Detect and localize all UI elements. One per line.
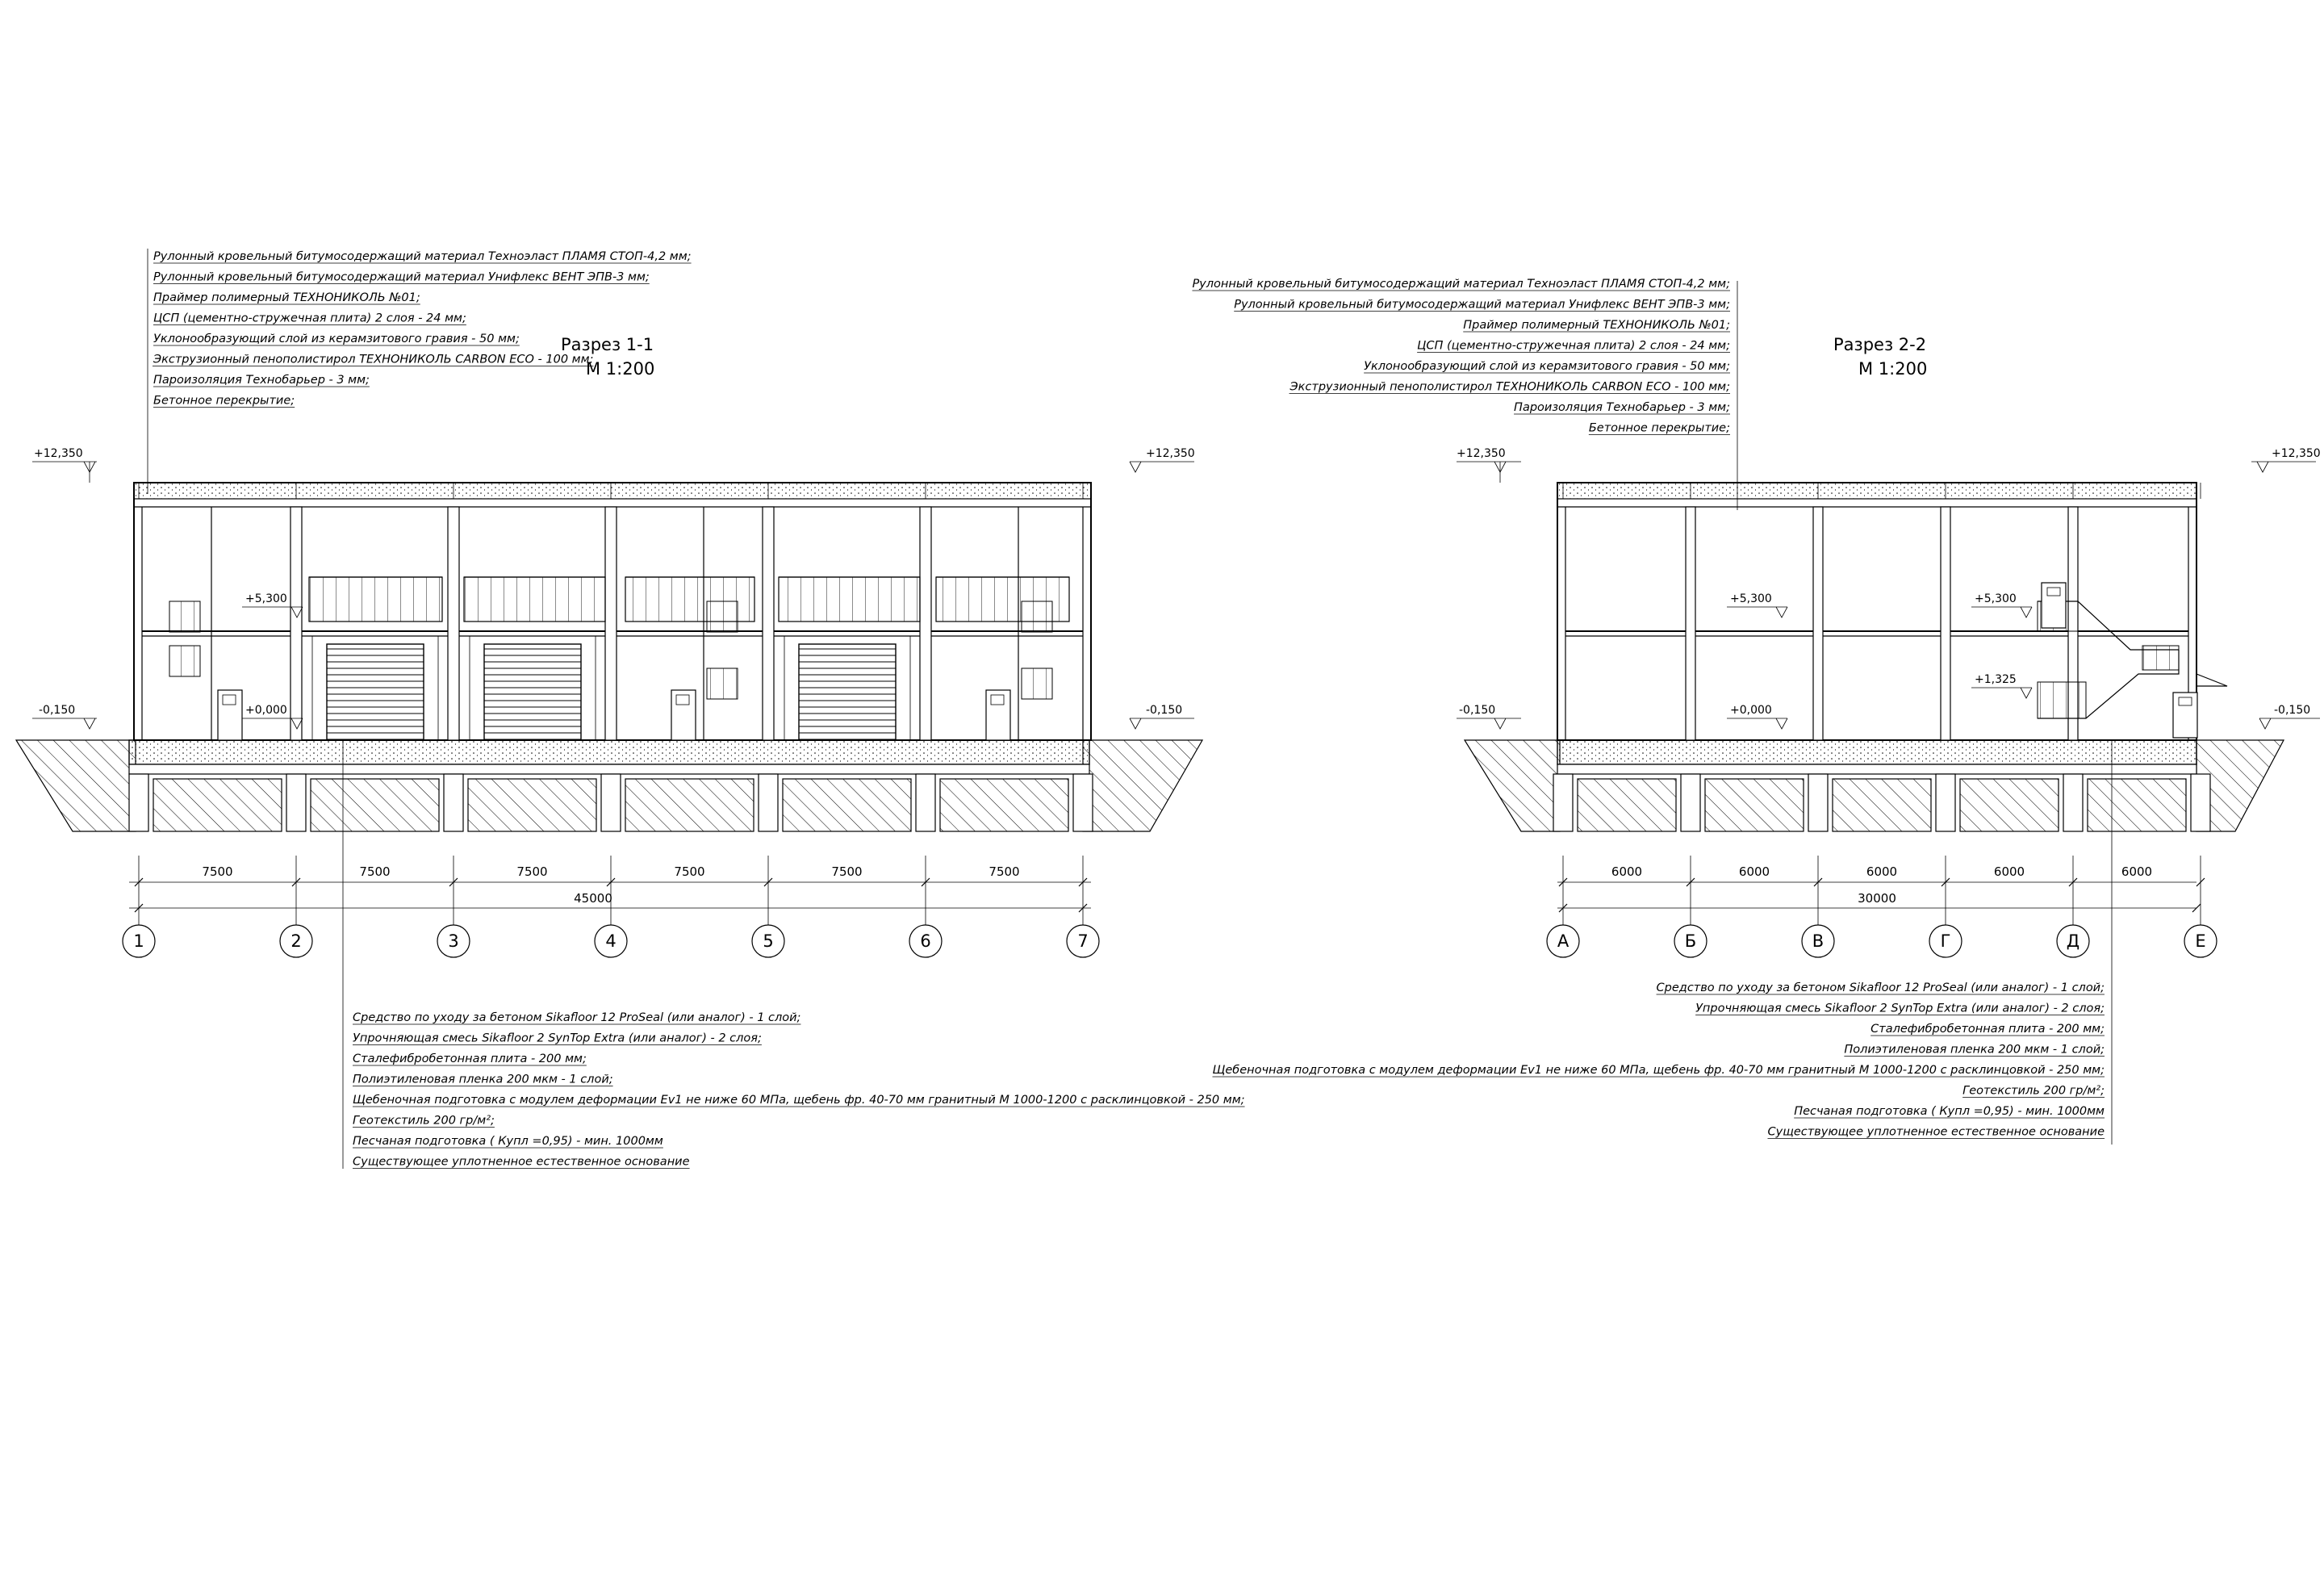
roof-layer-note: Бетонное перекрытие; (153, 394, 295, 408)
span-dimension: 6000 (1611, 864, 1643, 879)
span-dimension: 7500 (674, 864, 705, 879)
span-dimension: 6000 (1866, 864, 1898, 879)
stair-flight (169, 601, 200, 632)
axis-label: Б (1684, 931, 1697, 951)
span-dimension: 7500 (359, 864, 391, 879)
section-title-1: Разрез 1-1 (561, 335, 654, 354)
footing (916, 774, 935, 831)
stair-flight (169, 646, 200, 676)
footing (2063, 774, 2083, 831)
section-title-2: Разрез 2-2 (1833, 335, 1927, 354)
roof-layer-note: Пароизоляция Технобарьер - 3 мм; (153, 374, 370, 387)
roof-layer-note: Экструзионный пенополистирол ТЕХНОНИКОЛЬ CARBON ECO - 100 мм; (153, 353, 594, 366)
column (1941, 507, 1950, 740)
elev-top-left-2: +12,350 (1457, 447, 1506, 460)
floor-layer-note: Геотекстиль 200 гр/м²; (353, 1114, 495, 1128)
axis-label: 3 (448, 931, 459, 951)
roof-layer-note: Рулонный кровельный битумосодержащий материал Техноэласт ПЛАМЯ СТОП-4,2 мм; (153, 250, 692, 263)
door (986, 690, 1010, 740)
footing (444, 774, 463, 831)
elev-mezz-left-2: +5,300 (1730, 592, 1772, 605)
stair-flight (1022, 601, 1052, 632)
roof-layer-note: Уклонообразующий слой из керамзитового гравия - 50 мм; (1364, 360, 1730, 373)
roof-layer-note: Праймер полимерный ТЕХНОНИКОЛЬ №01; (153, 291, 420, 304)
total-dim-1: 45000 (574, 891, 612, 906)
floor-layer-note: Песчаная подготовка ( Купл =0,95) - мин. 1000мм (353, 1135, 663, 1148)
floor-layer-note: Геотекстиль 200 гр/м²; (1962, 1084, 2105, 1098)
floor-layer-note: Упрочняющая смесь Sikafloor 2 SynTop Extra (или аналог) - 2 слоя; (1695, 1002, 2105, 1015)
footing (286, 774, 306, 831)
footing (759, 774, 778, 831)
footing (601, 774, 621, 831)
floor-layer-note: Песчаная подготовка ( Купл =0,95) - мин. 1000мм (1794, 1105, 2105, 1118)
elev-mezz-right-2: +5,300 (1975, 592, 2017, 605)
footing (1936, 774, 1955, 831)
column (605, 507, 617, 740)
roof-layer-note: Пароизоляция Технобарьер - 3 мм; (1514, 401, 1730, 414)
roof-layer-note: Рулонный кровельный битумосодержащий материал Унифлекс ВЕНТ ЭПВ-3 мм; (153, 270, 650, 284)
elev-top-right-2: +12,350 (2272, 447, 2321, 460)
column (290, 507, 302, 740)
staircase-2 (2038, 583, 2227, 738)
span-dimension: 7500 (516, 864, 548, 879)
elev-ground-left-2: -0,150 (1459, 704, 1496, 717)
axis-label: В (1812, 931, 1825, 951)
elev-floor-2: +0,000 (1730, 704, 1772, 717)
axis-label: Е (2195, 931, 2206, 951)
span-dimension: 6000 (2121, 864, 2153, 879)
column (1686, 507, 1695, 740)
elev-ground-left-1: -0,150 (39, 704, 76, 717)
axis-label: 6 (920, 931, 931, 951)
door (218, 690, 242, 740)
column (920, 507, 931, 740)
roof-layer-note: Рулонный кровельный битумосодержащий материал Техноэласт ПЛАМЯ СТОП-4,2 мм; (1192, 278, 1730, 291)
elev-floor-1: +0,000 (245, 704, 287, 717)
axis-label: Г (1940, 931, 1951, 951)
total-dim-2: 30000 (1858, 891, 1896, 906)
section-scale-1: М 1:200 (586, 359, 655, 379)
dimension-chain-2 (1557, 856, 2205, 920)
footing (1681, 774, 1700, 831)
mezzanine-railing (464, 577, 605, 622)
axis-label: 4 (605, 931, 617, 951)
door-lower-2 (2173, 693, 2197, 738)
span-dimension: 7500 (202, 864, 233, 879)
mezzanine-railing (309, 577, 442, 622)
axis-label: 2 (290, 931, 302, 951)
section-scale-2: М 1:200 (1858, 359, 1928, 379)
floor-layer-note: Сталефибробетонная плита - 200 мм; (1870, 1023, 2105, 1036)
dimension-chain-1 (129, 856, 1091, 920)
span-dimension: 7500 (989, 864, 1020, 879)
floor-layer-note: Щебеночная подготовка с модулем деформации Ev1 не ниже 60 МПа, щебень фр. 40-70 мм гранитный М 1000-1200 с расклинцовкой - 250 мм; (1212, 1064, 2105, 1077)
rolling-gate (327, 644, 424, 740)
section-1-1 (16, 249, 1245, 1169)
building-frame-2 (1557, 483, 2227, 740)
elev-top-left-1: +12,350 (34, 447, 83, 460)
axis-label: 1 (133, 931, 144, 951)
foundation-1 (129, 740, 1093, 831)
elev-ground-right-1: -0,150 (1146, 704, 1183, 717)
floor-layer-note: Полиэтиленовая пленка 200 мкм - 1 слой; (353, 1073, 613, 1086)
grid-axes-2 (1547, 920, 2217, 957)
stair-flight (1022, 668, 1052, 699)
grid-axes-1 (123, 920, 1099, 957)
rolling-gate (799, 644, 896, 740)
section-2-2 (1192, 278, 2320, 1145)
footing (1808, 774, 1828, 831)
floor-layer-note: Щебеночная подготовка с модулем деформации Ev1 не ниже 60 МПа, щебень фр. 40-70 мм гранитный М 1000-1200 с расклинцовкой - 250 мм; (353, 1094, 1245, 1107)
floor-layer-note: Сталефибробетонная плита - 200 мм; (353, 1053, 587, 1065)
axis-label: 5 (763, 931, 774, 951)
door-upper-2 (2042, 583, 2066, 628)
column (763, 507, 774, 740)
roof-layer-note: Рулонный кровельный битумосодержащий материал Унифлекс ВЕНТ ЭПВ-3 мм; (1234, 298, 1730, 312)
span-dimension: 6000 (1993, 864, 2025, 879)
roof-layer-note: ЦСП (цементно-стружечная плита) 2 слоя - 24 мм; (1417, 339, 1730, 353)
footing (1553, 774, 1573, 831)
roof-layer-note: ЦСП (цементно-стружечная плита) 2 слоя - 24 мм; (153, 312, 466, 325)
roof-layer-note: Бетонное перекрытие; (1588, 421, 1730, 435)
stair-flight (707, 601, 738, 632)
rolling-gate (484, 644, 581, 740)
building-frame-1 (134, 483, 1091, 740)
mezzanine-railing (779, 577, 920, 622)
roof-layer-note: Праймер полимерный ТЕХНОНИКОЛЬ №01; (1463, 319, 1730, 332)
roof-layer-note: Уклонообразующий слой из керамзитового гравия - 50 мм; (153, 333, 520, 345)
footing (2191, 774, 2210, 831)
span-dimension: 6000 (1738, 864, 1770, 879)
footing (129, 774, 148, 831)
floor-layer-note: Средство по уходу за бетоном Sikafloor 12 ProSeal (или аналог) - 1 слой; (353, 1011, 801, 1024)
floor-layer-note: Существующее уплотненное естественное основание (1767, 1125, 2105, 1139)
roof-layers-callout-2 (1192, 278, 1737, 510)
column (1813, 507, 1823, 740)
stair-flight (707, 668, 738, 699)
footing (1073, 774, 1093, 831)
floor-layer-note: Средство по уходу за бетоном Sikafloor 12 ProSeal (или аналог) - 1 слой; (1656, 981, 2105, 994)
elev-landing-2: +1,325 (1975, 673, 2017, 686)
floor-layer-note: Упрочняющая смесь Sikafloor 2 SynTop Extra (или аналог) - 2 слоя; (353, 1032, 762, 1045)
floor-layer-note: Существующее уплотненное естественное основание (353, 1155, 690, 1169)
axis-label: Д (2066, 931, 2080, 951)
elev-ground-right-2: -0,150 (2274, 704, 2311, 717)
column (448, 507, 459, 740)
elev-top-right-1: +12,350 (1146, 447, 1195, 460)
floor-layer-note: Полиэтиленовая пленка 200 мкм - 1 слой; (1844, 1043, 2105, 1057)
door (671, 690, 696, 740)
axis-label: А (1557, 931, 1570, 951)
elev-mezz-1: +5,300 (245, 592, 287, 605)
span-dimension: 7500 (831, 864, 863, 879)
axis-label: 7 (1077, 931, 1089, 951)
roof-layer-note: Экструзионный пенополистирол ТЕХНОНИКОЛЬ CARBON ECO - 100 мм; (1289, 380, 1730, 394)
